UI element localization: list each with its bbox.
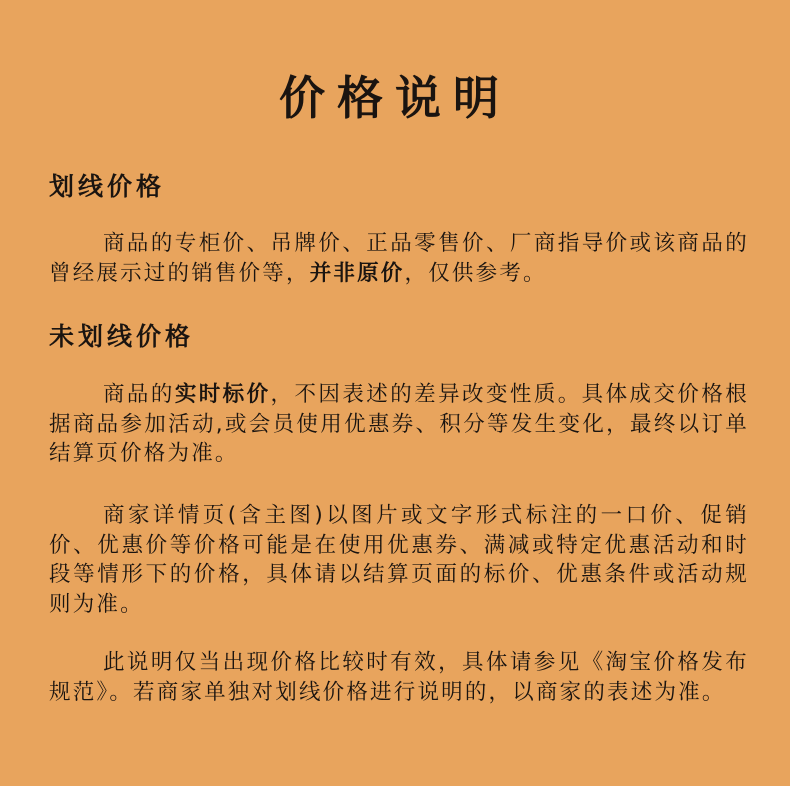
paragraph-text: 商品的 bbox=[103, 382, 175, 407]
paragraph-text: ，不因表述的差异改变性质。具体成交价格根据商品参加活动,或会员使用优惠券、积分等发生变化，最终以订单结算页价格为准。 bbox=[49, 382, 749, 466]
page-title: 价格说明 bbox=[279, 71, 511, 125]
paragraph-text: ，仅供参考。 bbox=[404, 260, 547, 286]
paragraph-text: 商品的专柜价、吊牌价、正品零售价、厂商指导价或该商品的曾经展示过的销售价等， bbox=[49, 231, 749, 286]
section-heading-strikethrough-price: 划线价格 bbox=[49, 172, 166, 201]
comparison-validity-note: 此说明仅当出现价格比较时有效，具体请参见《淘宝价格发布规范》。若商家单独对划线价格进行说明的，以商家的表述为准。 bbox=[49, 650, 749, 705]
emphasis-real-time-price: 实时标价 bbox=[174, 382, 271, 407]
non-strikethrough-price-description bbox=[49, 380, 749, 469]
section-heading-non-strikethrough-price: 未划线价格 bbox=[49, 322, 195, 351]
merchant-detail-price-note: 商家详情页(含主图)以图片或文字形式标注的一口价、促销价、优惠价等价格可能是在使用优惠券、满减或特定优惠活动和时段等情形下的价格，具体请以结算页面的标价、优惠条件或活动规则为准。 bbox=[49, 503, 749, 617]
emphasis-not-original-price: 并非原价 bbox=[309, 260, 405, 286]
strikethrough-price-description bbox=[49, 229, 749, 288]
